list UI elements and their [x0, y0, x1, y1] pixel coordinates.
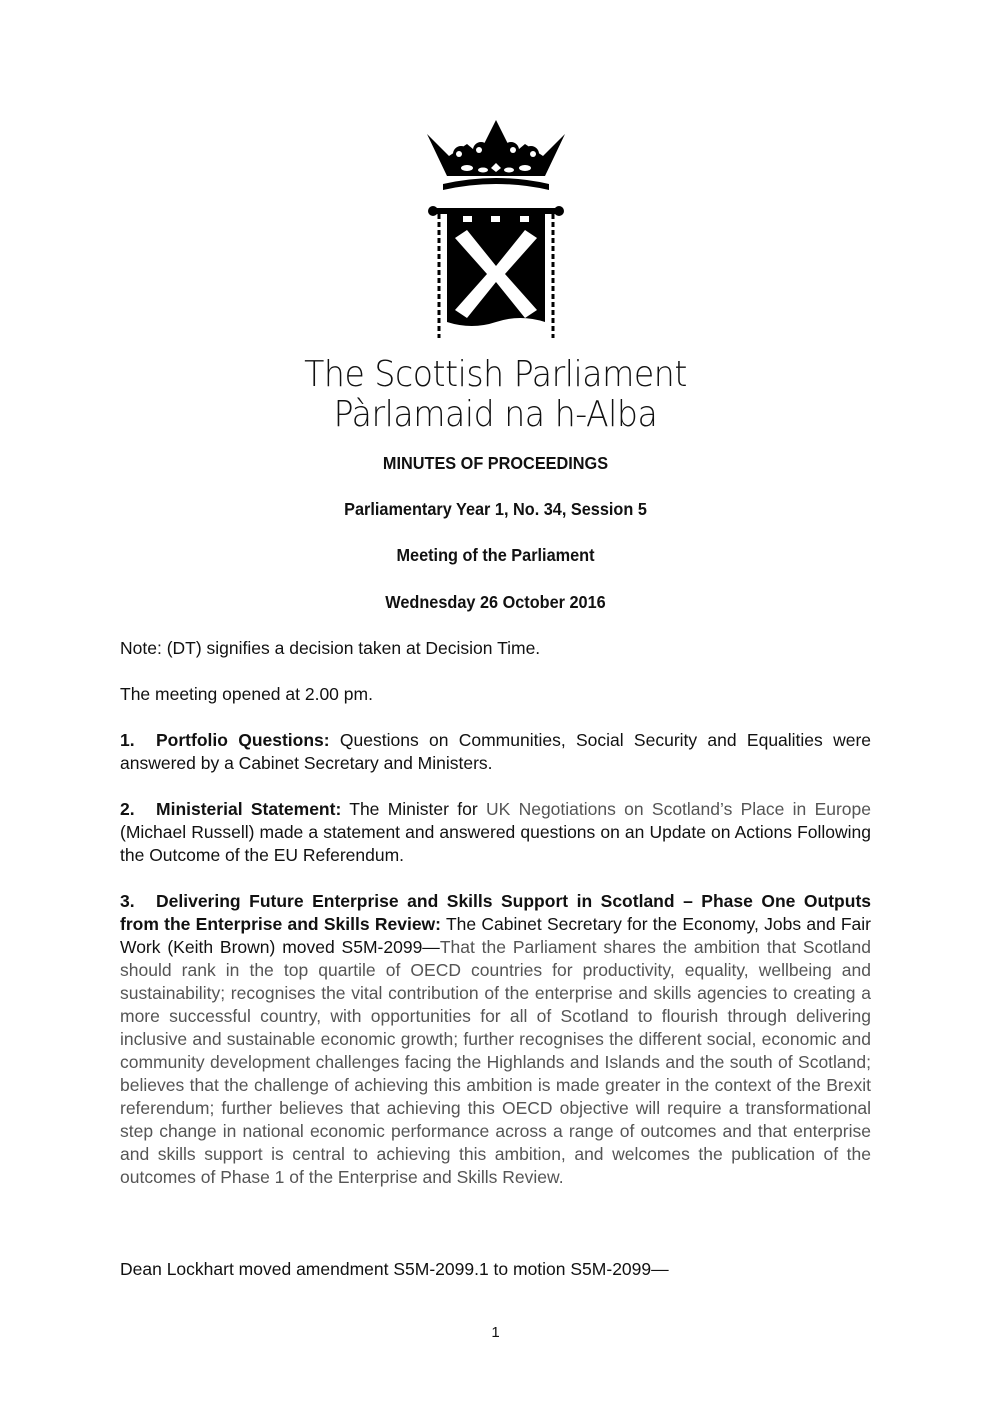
- item-title: Portfolio Questions:: [156, 730, 330, 750]
- amendment-text: Dean Lockhart moved amendment S5M-2099.1 to motion S5M-2099—: [120, 1259, 669, 1279]
- item-text: Questions on Communities, Social Security and Equalities were answered by a Cabinet Secretary and Ministers.: [120, 730, 872, 773]
- wordmark-gaelic: Pàrlamaid na h-Alba: [333, 394, 658, 435]
- note-text: Note: (DT) signifies a decision taken at Decision Time.: [120, 638, 541, 658]
- wordmark-english: The Scottish Parliament: [304, 354, 687, 395]
- item-title: Delivering Future Enterprise and Skills Support in Scotland – Phase One Outputs from the Enterprise and Skills Review:: [120, 891, 871, 934]
- item-text: The Minister for: [341, 799, 486, 819]
- agenda-item-3: [120, 890, 871, 1189]
- session-info: Parliamentary Year 1, No. 34, Session 5: [344, 499, 647, 519]
- item-number: 3.: [120, 891, 135, 911]
- item-number: 1.: [120, 730, 135, 750]
- agenda-item-2: [120, 798, 871, 867]
- item-text-after: (Michael Russell) made a statement and answered questions on an Update on Actions Following the Outcome of the EU Referendum.: [120, 822, 871, 865]
- page-number: 1: [491, 1324, 500, 1341]
- minister-portfolio: UK Negotiations on Scotland’s Place in Europe: [485, 799, 872, 819]
- meeting-date: Wednesday 26 October 2016: [385, 592, 606, 612]
- document-title: MINUTES OF PROCEEDINGS: [382, 453, 609, 473]
- motion-text: That the Parliament shares the ambition that Scotland should rank in the top quartile of OECD countries for productivity, equality, wellbeing and sustainability; recognises the vital contribution of the enterprise and skills agencies to creating a more successful country, with opportunities for all of Scotland to flourish through delivering inclusive and sustainable economic growth; further recognises the different social, economic and community development challenges facing the Highlands and Islands and the south of Scotland; believes that the challenge of achieving this ambition is made greater in the context of the Brexit referendum; further believes that achieving this OECD objective will require a transformational step change in national economic performance across a range of outcomes and that enterprise and skills support is central to achieving this ambition, and welcomes the publication of the outcomes of Phase 1 of the Enterprise and Skills Review.: [120, 937, 872, 1187]
- item-title: Ministerial Statement:: [156, 799, 342, 819]
- opening-time: The meeting opened at 2.00 pm.: [120, 684, 373, 704]
- meeting-title: Meeting of the Parliament: [396, 545, 595, 565]
- item-text: The Cabinet Secretary for the Economy, Jobs and Fair Work (Keith Brown) moved S5M-2099—: [120, 914, 871, 957]
- scottish-parliament-crest-icon: [425, 116, 567, 340]
- agenda-item-1: [120, 729, 871, 775]
- item-number: 2.: [120, 799, 135, 819]
